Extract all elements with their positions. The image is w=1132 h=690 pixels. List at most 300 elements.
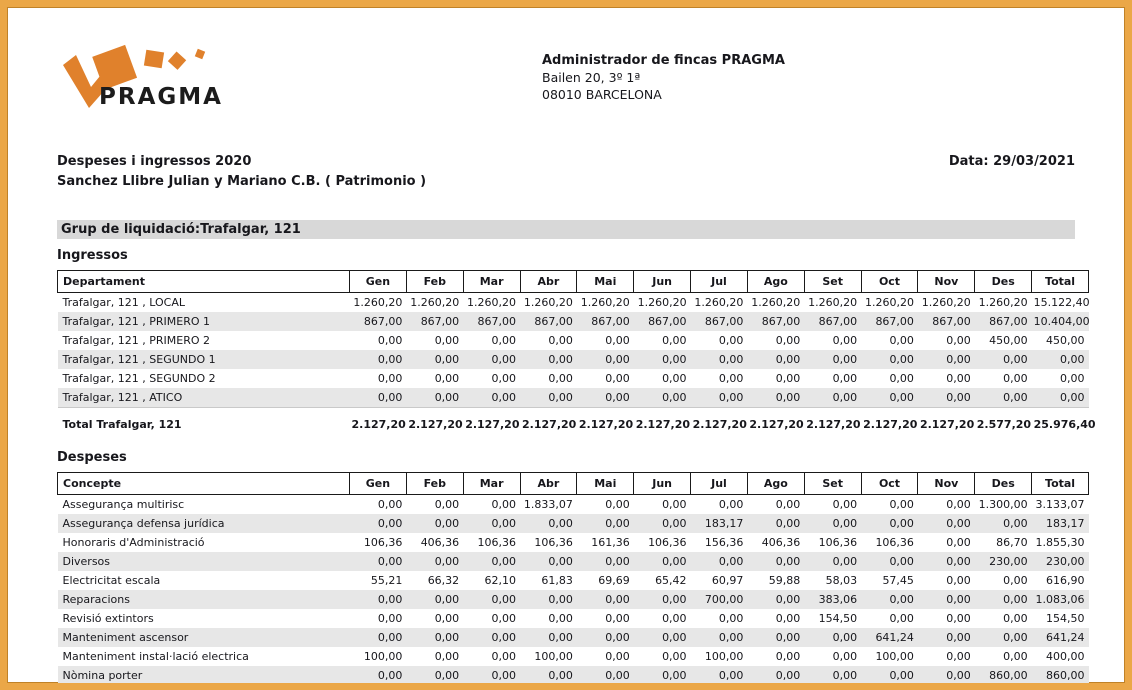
month-column-header: Oct <box>861 473 918 495</box>
value-cell: 2.127,20 <box>520 408 577 438</box>
value-cell: 0,00 <box>889 391 914 404</box>
value-cell: 0,00 <box>775 334 801 347</box>
value-cell: 183,17 <box>1046 517 1085 530</box>
value-cell: 3.133,07 <box>1035 498 1085 511</box>
value-cell: 0,00 <box>775 593 801 606</box>
value-cell: 62,10 <box>484 574 517 587</box>
value-cell: 161,36 <box>591 536 630 549</box>
value-cell: 2.577,20 <box>975 408 1032 438</box>
value-cell: 0,00 <box>491 498 517 511</box>
value-cell: 0,00 <box>548 555 573 568</box>
row-label: Electricitat escala <box>62 574 161 587</box>
value-cell: 0,00 <box>718 669 744 682</box>
value-cell: 0,00 <box>1003 612 1028 625</box>
report-subtitle: Sanchez Llibre Julian y Mariano C.B. ( Patrimonio ) <box>57 174 427 189</box>
value-cell: 0,00 <box>718 391 744 404</box>
value-cell: 2.127,20 <box>406 408 463 438</box>
value-cell: 0,00 <box>832 391 858 404</box>
value-cell: 0,00 <box>889 517 914 530</box>
value-cell: 0,00 <box>889 334 914 347</box>
value-cell: 0,00 <box>718 555 744 568</box>
value-cell: 0,00 <box>548 517 573 530</box>
value-cell: 0,00 <box>1003 593 1028 606</box>
month-column-header: Ago <box>747 473 804 495</box>
company-info <box>542 52 785 103</box>
value-cell: 0,00 <box>1003 391 1028 404</box>
value-cell: 860,00 <box>989 669 1028 682</box>
row-label: Manteniment ascensor <box>62 631 189 644</box>
company-address: Bailen 20, 3º 1ª <box>542 70 641 85</box>
value-cell: 2.127,20 <box>634 408 691 438</box>
table-row <box>58 571 1089 590</box>
row-label: Trafalgar, 121 , SEGUNDO 2 <box>62 372 216 385</box>
value-cell: 183,17 <box>704 517 744 530</box>
value-cell: 867,00 <box>420 315 460 328</box>
month-column-header: Gen <box>350 473 407 495</box>
value-cell: 0,00 <box>832 372 858 385</box>
value-cell: 0,00 <box>718 334 744 347</box>
first-column-header: Departament <box>58 271 350 293</box>
row-label: Nòmina porter <box>62 669 143 682</box>
value-cell: 106,36 <box>875 536 914 549</box>
ingressos-heading: Ingressos <box>57 248 128 263</box>
value-cell: 0,00 <box>605 669 630 682</box>
value-cell: 0,00 <box>832 517 858 530</box>
row-label: Diversos <box>62 555 111 568</box>
value-cell: 2.127,20 <box>918 408 975 438</box>
letterhead <box>7 7 1125 152</box>
month-column-header: Mar <box>463 271 520 293</box>
row-label: Trafalgar, 121 , SEGUNDO 1 <box>62 353 216 366</box>
value-cell: 400,00 <box>1046 650 1085 663</box>
value-cell: 106,36 <box>818 536 858 549</box>
month-column-header: Mai <box>577 473 634 495</box>
value-cell: 0,00 <box>548 353 573 366</box>
value-cell: 0,00 <box>377 631 403 644</box>
value-cell: 0,00 <box>377 517 403 530</box>
value-cell: 0,00 <box>491 593 517 606</box>
value-cell: 1.083,06 <box>1035 593 1085 606</box>
value-cell: 0,00 <box>832 650 858 663</box>
value-cell: 57,45 <box>882 574 914 587</box>
value-cell: 867,00 <box>989 315 1028 328</box>
value-cell: 0,00 <box>662 555 687 568</box>
value-cell: 0,00 <box>832 669 858 682</box>
value-cell: 0,00 <box>1003 650 1028 663</box>
value-cell: 106,36 <box>477 536 517 549</box>
value-cell: 616,90 <box>1046 574 1085 587</box>
month-column-header: Jul <box>691 271 748 293</box>
value-cell: 106,36 <box>534 536 573 549</box>
month-column-header: Jun <box>634 473 691 495</box>
value-cell: 2.127,20 <box>350 408 407 438</box>
value-cell: 0,00 <box>946 669 971 682</box>
table-row <box>58 495 1089 515</box>
group-heading-band: Grup de liquidació:Trafalgar, 121 <box>57 220 1075 239</box>
value-cell: 700,00 <box>704 593 744 606</box>
value-cell: 2.127,20 <box>747 408 804 438</box>
month-column-header: Oct <box>861 271 918 293</box>
value-cell: 2.127,20 <box>691 408 748 438</box>
table-row <box>58 350 1089 369</box>
value-cell: 0,00 <box>946 631 971 644</box>
table-row <box>58 552 1089 571</box>
despeses-heading: Despeses <box>57 450 127 465</box>
value-cell: 66,32 <box>427 574 460 587</box>
row-label: Total Trafalgar, 121 <box>58 408 350 438</box>
value-cell: 0,00 <box>946 372 971 385</box>
value-cell: 0,00 <box>718 612 744 625</box>
value-cell: 0,00 <box>377 593 403 606</box>
value-cell: 0,00 <box>832 498 858 511</box>
value-cell: 0,00 <box>605 517 630 530</box>
month-column-header: Set <box>804 271 861 293</box>
value-cell: 0,00 <box>1003 631 1028 644</box>
value-cell: 100,00 <box>875 650 914 663</box>
value-cell: 106,36 <box>363 536 403 549</box>
value-cell: 0,00 <box>605 334 630 347</box>
table-row <box>58 312 1089 331</box>
value-cell: 0,00 <box>662 334 687 347</box>
value-cell: 0,00 <box>1060 372 1085 385</box>
value-cell: 0,00 <box>946 517 971 530</box>
value-cell: 154,50 <box>1046 612 1085 625</box>
value-cell: 0,00 <box>434 650 460 663</box>
value-cell: 0,00 <box>434 334 460 347</box>
value-cell: 1.260,20 <box>580 296 630 309</box>
row-label: Assegurança multirisc <box>62 498 185 511</box>
value-cell: 0,00 <box>548 391 573 404</box>
row-label: Trafalgar, 121 , ATICO <box>62 391 183 404</box>
value-cell: 0,00 <box>1003 353 1028 366</box>
value-cell: 1.260,20 <box>523 296 573 309</box>
value-cell: 0,00 <box>434 631 460 644</box>
month-column-header: Total <box>1032 473 1089 495</box>
value-cell: 0,00 <box>946 334 971 347</box>
value-cell: 0,00 <box>832 555 858 568</box>
value-cell: 230,00 <box>1046 555 1085 568</box>
value-cell: 0,00 <box>775 353 801 366</box>
value-cell: 0,00 <box>775 498 801 511</box>
value-cell: 0,00 <box>662 517 687 530</box>
value-cell: 0,00 <box>491 353 517 366</box>
value-cell: 0,00 <box>434 391 460 404</box>
value-cell: 867,00 <box>534 315 573 328</box>
value-cell: 867,00 <box>761 315 801 328</box>
value-cell: 1.260,20 <box>410 296 460 309</box>
value-cell: 0,00 <box>662 372 687 385</box>
value-cell: 0,00 <box>662 650 687 663</box>
value-cell: 100,00 <box>363 650 403 663</box>
value-cell: 0,00 <box>548 372 573 385</box>
value-cell: 0,00 <box>491 631 517 644</box>
value-cell: 0,00 <box>775 650 801 663</box>
value-cell: 867,00 <box>477 315 517 328</box>
value-cell: 0,00 <box>946 498 971 511</box>
value-cell: 0,00 <box>832 353 858 366</box>
value-cell: 0,00 <box>434 555 460 568</box>
month-column-header: Des <box>975 271 1032 293</box>
value-cell: 0,00 <box>889 372 914 385</box>
value-cell: 0,00 <box>1003 517 1028 530</box>
row-label: Manteniment instal·lació electrica <box>62 650 249 663</box>
value-cell: 0,00 <box>605 555 630 568</box>
value-cell: 0,00 <box>718 353 744 366</box>
value-cell: 0,00 <box>548 612 573 625</box>
value-cell: 0,00 <box>605 353 630 366</box>
value-cell: 450,00 <box>1046 334 1085 347</box>
value-cell: 0,00 <box>775 631 801 644</box>
value-cell: 0,00 <box>605 498 630 511</box>
value-cell: 0,00 <box>889 498 914 511</box>
value-cell: 59,88 <box>768 574 801 587</box>
value-cell: 0,00 <box>775 669 801 682</box>
value-cell: 0,00 <box>1060 353 1085 366</box>
value-cell: 100,00 <box>534 650 573 663</box>
value-cell: 154,50 <box>818 612 858 625</box>
value-cell: 100,00 <box>704 650 744 663</box>
value-cell: 0,00 <box>889 612 914 625</box>
table-row <box>58 533 1089 552</box>
value-cell: 1.260,20 <box>808 296 858 309</box>
value-cell: 0,00 <box>605 650 630 663</box>
value-cell: 0,00 <box>605 631 630 644</box>
value-cell: 860,00 <box>1046 669 1085 682</box>
value-cell: 0,00 <box>946 612 971 625</box>
value-cell: 0,00 <box>662 669 687 682</box>
value-cell: 0,00 <box>775 517 801 530</box>
month-column-header: Total <box>1032 271 1089 293</box>
value-cell: 867,00 <box>704 315 744 328</box>
value-cell: 55,21 <box>370 574 403 587</box>
value-cell: 0,00 <box>1003 372 1028 385</box>
value-cell: 0,00 <box>434 669 460 682</box>
value-cell: 0,00 <box>377 498 403 511</box>
value-cell: 383,06 <box>818 593 858 606</box>
value-cell: 10.404,00 <box>1033 315 1090 328</box>
value-cell: 2.127,20 <box>463 408 520 438</box>
report-title-block <box>57 152 1075 192</box>
value-cell: 0,00 <box>434 593 460 606</box>
first-column-header: Concepte <box>58 473 350 495</box>
month-column-header: Gen <box>350 271 407 293</box>
month-column-header: Nov <box>918 473 975 495</box>
ingressos-table <box>57 270 1096 437</box>
value-cell: 406,36 <box>761 536 801 549</box>
value-cell: 0,00 <box>946 536 971 549</box>
value-cell: 106,36 <box>648 536 687 549</box>
value-cell: 1.260,20 <box>467 296 517 309</box>
value-cell: 867,00 <box>875 315 914 328</box>
table-row <box>58 369 1089 388</box>
value-cell: 0,00 <box>775 372 801 385</box>
value-cell: 1.260,20 <box>694 296 744 309</box>
row-label: Reparacions <box>62 593 130 606</box>
value-cell: 641,24 <box>875 631 914 644</box>
value-cell: 0,00 <box>775 391 801 404</box>
value-cell: 0,00 <box>889 669 914 682</box>
month-column-header: Jul <box>691 473 748 495</box>
table-row <box>58 647 1089 666</box>
logo-wordmark: PRAGMA <box>99 84 223 110</box>
value-cell: 0,00 <box>889 353 914 366</box>
month-column-header: Abr <box>520 473 577 495</box>
value-cell: 0,00 <box>946 574 971 587</box>
value-cell: 0,00 <box>832 334 858 347</box>
value-cell: 0,00 <box>662 353 687 366</box>
row-label: Assegurança defensa jurídica <box>62 517 225 530</box>
row-label: Revisió extintors <box>62 612 154 625</box>
table-row <box>58 293 1089 313</box>
value-cell: 0,00 <box>889 555 914 568</box>
value-cell: 0,00 <box>832 631 858 644</box>
value-cell: 0,00 <box>775 555 801 568</box>
month-column-header: Feb <box>406 473 463 495</box>
value-cell: 0,00 <box>377 555 403 568</box>
value-cell: 0,00 <box>491 391 517 404</box>
value-cell: 641,24 <box>1046 631 1085 644</box>
value-cell: 0,00 <box>605 391 630 404</box>
month-column-header: Set <box>804 473 861 495</box>
table-row <box>58 666 1089 685</box>
value-cell: 1.260,20 <box>637 296 687 309</box>
value-cell: 0,00 <box>662 631 687 644</box>
value-cell: 0,00 <box>946 391 971 404</box>
value-cell: 0,00 <box>491 372 517 385</box>
value-cell: 0,00 <box>605 593 630 606</box>
value-cell: 867,00 <box>591 315 630 328</box>
value-cell: 0,00 <box>491 555 517 568</box>
value-cell: 1.260,20 <box>353 296 403 309</box>
table-row <box>58 628 1089 647</box>
value-cell: 0,00 <box>434 498 460 511</box>
value-cell: 1.260,20 <box>751 296 801 309</box>
value-cell: 0,00 <box>718 631 744 644</box>
table-row <box>58 590 1089 609</box>
value-cell: 15.122,40 <box>1033 296 1090 309</box>
value-cell: 0,00 <box>1003 574 1028 587</box>
value-cell: 230,00 <box>989 555 1028 568</box>
value-cell: 0,00 <box>946 353 971 366</box>
value-cell: 156,36 <box>704 536 744 549</box>
report-date: Data: 29/03/2021 <box>948 154 1075 169</box>
value-cell: 0,00 <box>548 593 573 606</box>
month-column-header: Feb <box>406 271 463 293</box>
value-cell: 0,00 <box>946 555 971 568</box>
value-cell: 0,00 <box>548 669 573 682</box>
value-cell: 2.127,20 <box>861 408 918 438</box>
value-cell: 0,00 <box>1060 391 1085 404</box>
value-cell: 0,00 <box>491 650 517 663</box>
value-cell: 1.855,30 <box>1035 536 1085 549</box>
value-cell: 61,83 <box>541 574 573 587</box>
value-cell: 1.260,20 <box>978 296 1028 309</box>
value-cell: 0,00 <box>377 391 403 404</box>
value-cell: 25.976,40 <box>1032 408 1089 438</box>
value-cell: 0,00 <box>434 612 460 625</box>
value-cell: 0,00 <box>491 334 517 347</box>
value-cell: 65,42 <box>655 574 687 587</box>
month-column-header: Mai <box>577 271 634 293</box>
month-column-header: Abr <box>520 271 577 293</box>
month-column-header: Jun <box>634 271 691 293</box>
company-city: 08010 BARCELONA <box>542 87 662 102</box>
value-cell: 0,00 <box>662 593 687 606</box>
table-header-row <box>58 473 1089 495</box>
row-label: Trafalgar, 121 , PRIMERO 2 <box>62 334 211 347</box>
value-cell: 0,00 <box>491 612 517 625</box>
value-cell: 1.260,20 <box>921 296 971 309</box>
value-cell: 867,00 <box>648 315 687 328</box>
value-cell: 867,00 <box>932 315 971 328</box>
report-title: Despeses i ingressos 2020 <box>57 154 252 169</box>
value-cell: 0,00 <box>377 353 403 366</box>
value-cell: 1.833,07 <box>523 498 573 511</box>
value-cell: 0,00 <box>662 612 687 625</box>
value-cell: 0,00 <box>548 334 573 347</box>
value-cell: 0,00 <box>434 517 460 530</box>
value-cell: 0,00 <box>662 498 687 511</box>
value-cell: 0,00 <box>377 612 403 625</box>
month-column-header: Mar <box>463 473 520 495</box>
value-cell: 0,00 <box>434 372 460 385</box>
value-cell: 2.127,20 <box>804 408 861 438</box>
value-cell: 0,00 <box>889 593 914 606</box>
value-cell: 0,00 <box>718 372 744 385</box>
value-cell: 0,00 <box>718 498 744 511</box>
value-cell: 60,97 <box>711 574 744 587</box>
month-column-header: Des <box>975 473 1032 495</box>
month-column-header: Ago <box>747 271 804 293</box>
table-header-row <box>58 271 1089 293</box>
value-cell: 0,00 <box>548 631 573 644</box>
value-cell: 0,00 <box>946 650 971 663</box>
table-row <box>58 609 1089 628</box>
table-row <box>58 331 1089 350</box>
company-logo <box>59 37 269 119</box>
value-cell: 406,36 <box>420 536 460 549</box>
value-cell: 0,00 <box>377 334 403 347</box>
row-label: Trafalgar, 121 , LOCAL <box>62 296 185 309</box>
despeses-table <box>57 472 1089 685</box>
value-cell: 1.260,20 <box>864 296 914 309</box>
value-cell: 0,00 <box>377 372 403 385</box>
value-cell: 0,00 <box>662 391 687 404</box>
company-name: Administrador de fincas PRAGMA <box>542 53 785 68</box>
value-cell: 0,00 <box>434 353 460 366</box>
value-cell: 867,00 <box>818 315 858 328</box>
value-cell: 0,00 <box>377 669 403 682</box>
value-cell: 86,70 <box>996 536 1028 549</box>
value-cell: 1.300,00 <box>978 498 1028 511</box>
value-cell: 2.127,20 <box>577 408 634 438</box>
value-cell: 450,00 <box>989 334 1028 347</box>
value-cell: 0,00 <box>605 372 630 385</box>
value-cell: 867,00 <box>363 315 403 328</box>
row-label: Honoraris d'Administració <box>62 536 205 549</box>
table-row <box>58 514 1089 533</box>
month-column-header: Nov <box>918 271 975 293</box>
table-row <box>58 388 1089 408</box>
value-cell: 69,69 <box>598 574 630 587</box>
value-cell: 0,00 <box>605 612 630 625</box>
value-cell: 0,00 <box>491 517 517 530</box>
value-cell: 0,00 <box>491 669 517 682</box>
value-cell: 0,00 <box>946 593 971 606</box>
value-cell: 0,00 <box>775 612 801 625</box>
row-label: Trafalgar, 121 , PRIMERO 1 <box>62 315 211 328</box>
value-cell: 58,03 <box>825 574 858 587</box>
